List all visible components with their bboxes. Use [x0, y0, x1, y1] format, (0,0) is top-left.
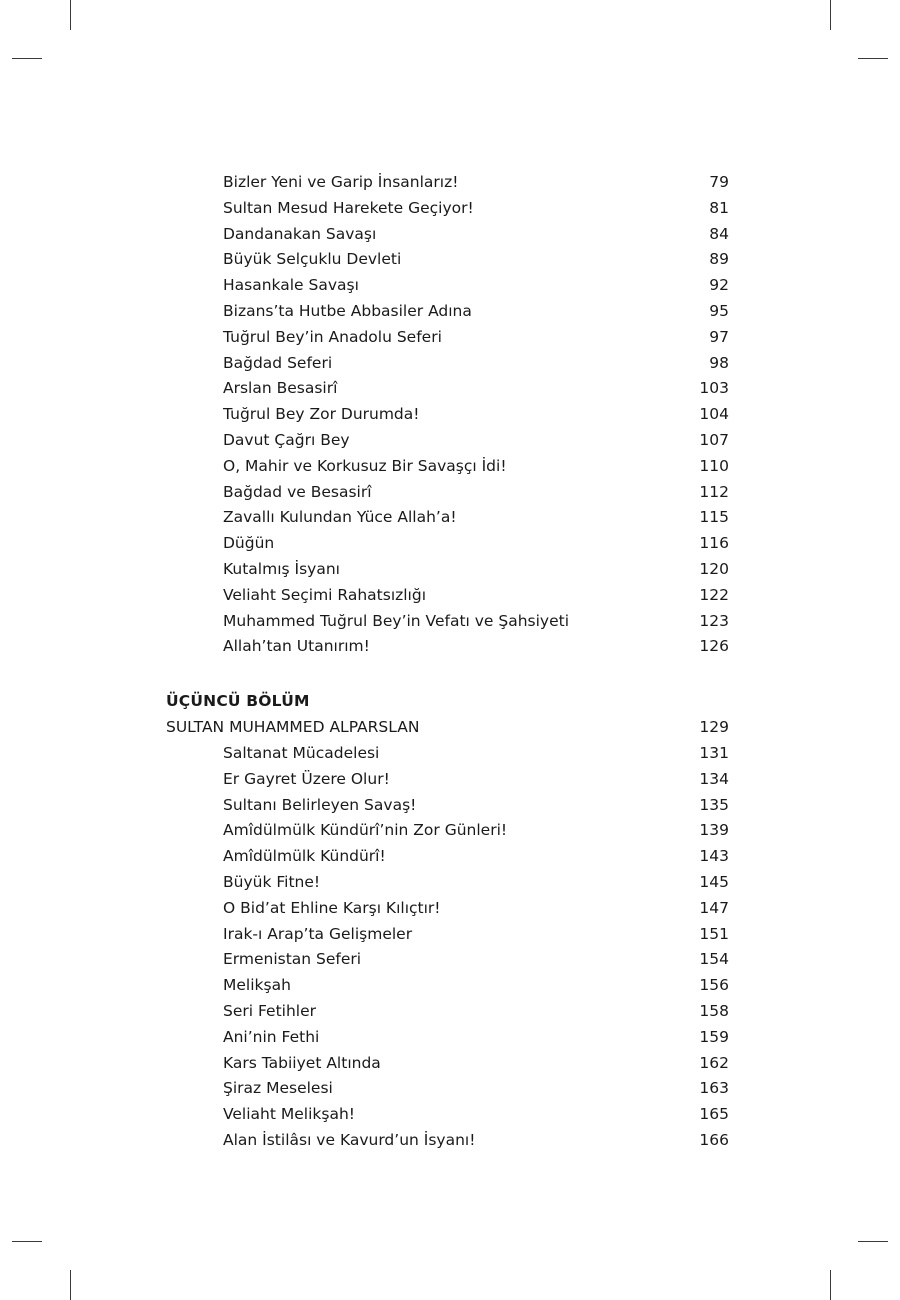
crop-mark-top-right	[830, 0, 831, 30]
toc-entry-title: Bağdad ve Besasirî	[223, 482, 372, 501]
toc-entry-page: 165	[699, 1105, 729, 1124]
toc-entry	[223, 195, 729, 221]
toc-entry-title: Arslan Besasirî	[223, 379, 338, 398]
toc-entry-page: 97	[709, 327, 729, 346]
toc-entry-title: Saltanat Mücadelesi	[223, 744, 380, 762]
toc-entry	[223, 401, 729, 427]
toc-entry	[223, 843, 729, 869]
toc-entry	[223, 946, 729, 972]
toc-entry-page: 89	[709, 250, 729, 269]
toc-entry	[223, 817, 729, 843]
toc-entry	[223, 608, 729, 634]
toc-entry	[223, 972, 729, 998]
toc-entry	[223, 350, 729, 376]
toc-entry-page: 81	[709, 198, 729, 217]
toc-entry	[223, 1050, 729, 1076]
toc-entry-title: Tuğrul Bey’in Anadolu Seferi	[223, 327, 442, 346]
toc-entry-page: 151	[699, 924, 729, 943]
toc-entry	[223, 766, 729, 792]
section-heading: ÜÇÜNCÜ BÖLÜM	[166, 692, 310, 710]
toc-entry-title: Düğün	[223, 534, 275, 553]
toc-entry	[223, 792, 729, 818]
toc-entry-page: 145	[699, 873, 729, 891]
toc-entry-page: 110	[699, 456, 729, 475]
toc-entry-page: 154	[699, 950, 729, 969]
toc-entry	[223, 246, 729, 272]
toc-entry-page: 79	[709, 173, 729, 191]
toc-entry-page: 159	[699, 1027, 729, 1046]
toc-entry-page: 162	[699, 1053, 729, 1072]
toc-entry-page: 143	[699, 847, 729, 866]
toc-entry-page: 163	[699, 1079, 729, 1098]
toc-entry-title: Bizler Yeni ve Garip İnsanlarız!	[223, 173, 459, 191]
toc-entry-title: Dandanakan Savaşı	[223, 224, 377, 243]
toc-entry-title: Tuğrul Bey Zor Durumda!	[223, 405, 420, 424]
toc-entry-page: 139	[699, 821, 729, 840]
toc-entry-title: O, Mahir ve Korkusuz Bir Savaşçı İdi!	[223, 456, 507, 475]
toc-entry	[223, 1101, 729, 1127]
crop-mark-left-bottom	[12, 1241, 42, 1242]
toc-entry-page: 131	[699, 744, 729, 762]
toc-entry	[223, 1024, 729, 1050]
toc-entry	[223, 998, 729, 1024]
toc-entry-title: Ani’nin Fethi	[223, 1027, 320, 1046]
toc-entry-page: 112	[699, 482, 729, 501]
toc-entry-page: 107	[699, 431, 729, 449]
crop-mark-right-bottom	[858, 1241, 888, 1242]
toc-entry-title: Muhammed Tuğrul Bey’in Vefatı ve Şahsiyeti	[223, 611, 570, 630]
toc-entry-page: 116	[699, 534, 729, 553]
toc-entry	[223, 530, 729, 556]
toc-entry-title: Kars Tabiiyet Altında	[223, 1053, 381, 1072]
toc-entry-title: Zavallı Kulundan Yüce Allah’a!	[223, 508, 457, 527]
toc-entry-title: Hasankale Savaşı	[223, 276, 359, 295]
toc-entry-page: 120	[699, 560, 729, 578]
toc-entry	[223, 375, 729, 401]
toc-entry-page: 166	[699, 1131, 729, 1149]
toc-entry	[223, 556, 729, 582]
crop-mark-top-left	[70, 0, 71, 30]
toc-entry-page: 115	[699, 508, 729, 527]
toc-entry-title: Veliaht Melikşah!	[223, 1105, 355, 1124]
toc-entry	[223, 869, 729, 895]
toc-entry-title: Veliaht Seçimi Rahatsızlığı	[223, 585, 427, 604]
toc-entry	[223, 272, 729, 298]
toc-entry-title: Bağdad Seferi	[223, 353, 333, 372]
toc-entry-page: 126	[699, 637, 729, 656]
toc-entry	[223, 453, 729, 479]
toc-entry	[223, 582, 729, 608]
toc-entry-title: Kutalmış İsyanı	[223, 560, 340, 578]
toc-entry-title: Alan İstilâsı ve Kavurd’un İsyanı!	[223, 1131, 476, 1149]
toc-entry-title: Melikşah	[223, 976, 291, 995]
chapter-page: 129	[699, 718, 729, 736]
toc-entry-title: Allah’tan Utanırım!	[223, 637, 370, 656]
toc-entry	[223, 427, 729, 453]
toc-entry-title: Bizans’ta Hutbe Abbasiler Adına	[223, 302, 472, 320]
toc-entry-title: Ermenistan Seferi	[223, 950, 362, 969]
toc-entry-title: Er Gayret Üzere Olur!	[223, 769, 390, 788]
toc-entry-page: 123	[699, 611, 729, 630]
toc-entry	[223, 169, 729, 195]
toc-entry-page: 92	[709, 276, 729, 295]
toc-entry-page: 98	[709, 353, 729, 372]
toc-entry-page: 103	[699, 379, 729, 398]
toc-entry	[223, 298, 729, 324]
toc-entry-title: Seri Fetihler	[223, 1002, 317, 1020]
toc-entry-page: 84	[709, 224, 729, 243]
toc-entry	[223, 324, 729, 350]
toc-entry-title: Büyük Selçuklu Devleti	[223, 250, 402, 269]
toc-entry-title: Amîdülmülk Kündürî!	[223, 847, 386, 866]
toc-entry-page: 122	[699, 585, 729, 604]
toc-entry-title: Şiraz Meselesi	[223, 1079, 333, 1098]
toc-entry	[223, 1127, 729, 1153]
toc-entry	[223, 1075, 729, 1101]
crop-mark-bottom-left	[70, 1270, 71, 1300]
crop-mark-bottom-right	[830, 1270, 831, 1300]
toc-entry-title: O Bid’at Ehline Karşı Kılıçtır!	[223, 898, 441, 917]
toc-entry-title: Davut Çağrı Bey	[223, 431, 350, 449]
toc-entry	[223, 633, 729, 659]
toc-entry-page: 134	[699, 769, 729, 788]
crop-mark-right-top	[858, 58, 888, 59]
toc-entry-page: 147	[699, 898, 729, 917]
toc-entry-title: Irak-ı Arap’ta Gelişmeler	[223, 924, 413, 943]
toc-entry-page: 158	[699, 1002, 729, 1020]
toc-entry-page: 135	[699, 795, 729, 814]
toc-entry	[223, 504, 729, 530]
chapter-entry	[166, 714, 729, 740]
toc-entry-title: Sultanı Belirleyen Savaş!	[223, 795, 417, 814]
crop-mark-left-top	[12, 58, 42, 59]
toc-entry-title: Sultan Mesud Harekete Geçiyor!	[223, 198, 474, 217]
toc-entry	[223, 921, 729, 947]
toc-entry-title: Amîdülmülk Kündürî’nin Zor Günleri!	[223, 821, 508, 840]
toc-entry-title: Büyük Fitne!	[223, 873, 321, 891]
toc-entry	[223, 479, 729, 505]
toc-entry	[223, 740, 729, 766]
toc-entry	[223, 895, 729, 921]
toc-entry-page: 95	[709, 302, 729, 320]
toc-entry-page: 156	[699, 976, 729, 995]
chapter-title: SULTAN MUHAMMED ALPARSLAN	[166, 718, 420, 736]
toc-entry	[223, 221, 729, 247]
toc-entry-page: 104	[699, 405, 729, 424]
